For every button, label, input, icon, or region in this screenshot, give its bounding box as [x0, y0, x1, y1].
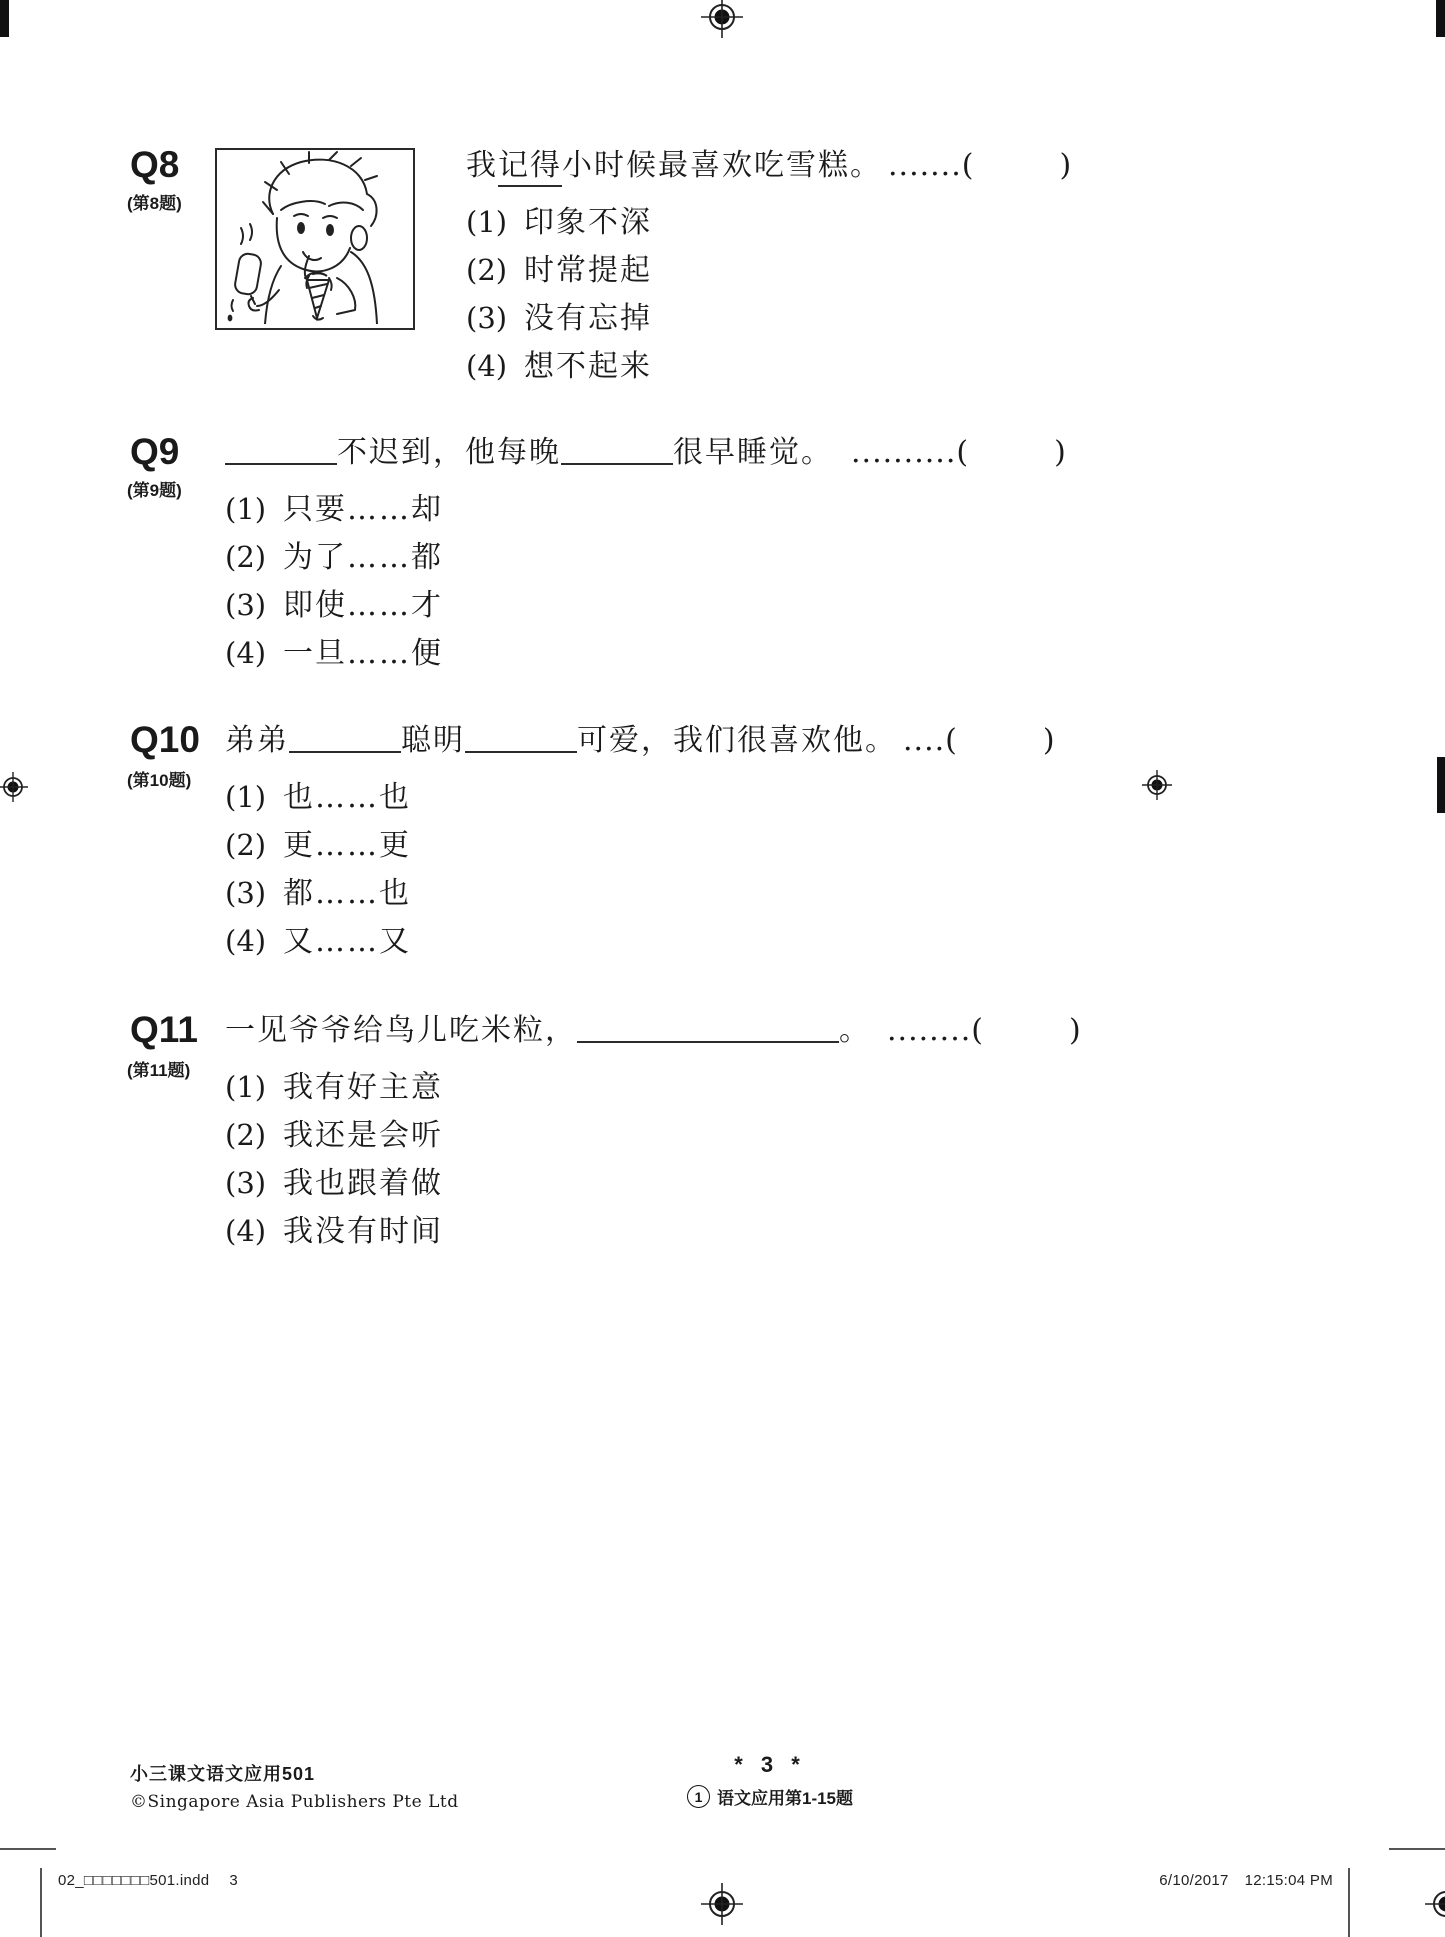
- option-text: 印象不深: [524, 205, 652, 240]
- strip-divider-right: [1348, 1868, 1350, 1937]
- option-text: 都……也: [283, 876, 411, 911]
- fill-in-blank: [561, 459, 673, 465]
- print-datetime-line: [1159, 1872, 1333, 1889]
- question-number: Q8: [130, 144, 180, 185]
- stem-text: 可爱，我们很喜欢他。: [577, 723, 897, 758]
- page-star-right: *: [791, 1752, 806, 1777]
- option-text: 想不起来: [524, 349, 652, 384]
- option-row: [225, 916, 1055, 964]
- stem-text: 小时候最喜欢吃雪糕。: [562, 148, 882, 183]
- answer-paren-close: ): [1069, 1013, 1081, 1048]
- fill-in-blank: [289, 747, 401, 753]
- q10-stem: [225, 720, 1055, 762]
- q10-body: [225, 720, 1055, 964]
- print-filename: 02_□□□□□□□501.indd: [58, 1872, 210, 1889]
- option-row: [225, 820, 1055, 868]
- question-number: Q10: [130, 719, 200, 760]
- question-sub-label: (第11题): [127, 1061, 191, 1080]
- option-number: (1): [225, 1070, 267, 1104]
- option-number: (1): [466, 205, 508, 239]
- option-row: [225, 628, 1066, 676]
- option-text: 只要……却: [283, 492, 443, 527]
- print-sheet-number: 3: [229, 1872, 239, 1889]
- registration-mark-right-icon: [1141, 769, 1173, 801]
- option-number: (1): [225, 492, 267, 526]
- page-number: [540, 1752, 1000, 1778]
- option-number: (1): [225, 780, 267, 814]
- section-number-circle-icon: 1: [687, 1785, 710, 1808]
- option-number: (4): [225, 924, 267, 958]
- boy-eating-ice-cream-drawing-icon: [217, 150, 409, 324]
- answer-paren-open: (: [971, 1013, 984, 1048]
- q8-stem: [466, 145, 1071, 187]
- option-text: 即使……才: [283, 588, 443, 623]
- option-row: [225, 1206, 1081, 1254]
- footer-center: [540, 1752, 1000, 1809]
- answer-paren-open: (: [945, 723, 957, 758]
- option-text: 时常提起: [524, 253, 652, 288]
- option-text: 我没有时间: [283, 1214, 443, 1249]
- option-number: (3): [225, 1166, 267, 1200]
- trim-tick-right: [1389, 1848, 1445, 1850]
- q9-options: [225, 484, 1066, 676]
- print-time: 12:15:04 PM: [1244, 1872, 1333, 1889]
- page-star-left: *: [734, 1752, 749, 1777]
- q11-options: [225, 1062, 1081, 1254]
- question-number: Q11: [130, 1009, 198, 1050]
- option-row: [225, 772, 1055, 820]
- print-date: 6/10/2017: [1159, 1872, 1229, 1889]
- option-row: [466, 197, 1071, 245]
- answer-paren-close: ): [1042, 723, 1055, 758]
- q10-options: [225, 772, 1055, 964]
- option-number: (2): [225, 828, 267, 862]
- question-sub-label: (第9题): [127, 481, 182, 500]
- option-text: 我也跟着做: [283, 1166, 443, 1201]
- q8-illustration: [215, 148, 415, 330]
- option-text: 又……又: [283, 924, 411, 959]
- print-filename-line: [58, 1872, 238, 1889]
- answer-paren-close: ): [1054, 435, 1066, 470]
- option-row: [225, 868, 1055, 916]
- option-text: 一旦……便: [283, 636, 443, 671]
- option-row: [225, 484, 1066, 532]
- leader-dots: ....: [903, 723, 946, 758]
- option-row: [225, 532, 1066, 580]
- option-row: [225, 1062, 1081, 1110]
- option-number: (4): [225, 636, 267, 670]
- stem-text: 。: [839, 1013, 871, 1048]
- leader-dots: ........: [887, 1013, 972, 1048]
- question-number: Q9: [130, 431, 180, 472]
- answer-paren-close: ): [1059, 148, 1072, 183]
- registration-mark-bottom-right-icon: [1424, 1882, 1445, 1926]
- registration-mark-top-center-icon: [700, 0, 744, 39]
- option-text: 我还是会听: [283, 1118, 443, 1153]
- stem-text: 弟弟: [225, 723, 289, 758]
- option-row: [466, 293, 1071, 341]
- option-number: (2): [225, 1118, 267, 1152]
- option-text: 也……也: [283, 780, 411, 815]
- option-text: 更……更: [283, 828, 411, 863]
- question-sub-label: (第10题): [127, 771, 192, 790]
- answer-paren-open: (: [961, 148, 974, 183]
- option-number: (3): [466, 301, 508, 335]
- underlined-word: 记得: [498, 148, 562, 187]
- option-number: (3): [225, 588, 267, 622]
- q11-body: [225, 1010, 1081, 1254]
- registration-mark-left-edge-icon: [0, 771, 29, 803]
- crop-mark-top-right: [1436, 0, 1445, 37]
- option-number: (2): [466, 253, 508, 287]
- option-text: 为了……都: [283, 540, 443, 575]
- leader-dots: .......: [888, 148, 962, 183]
- fill-in-blank: [577, 1037, 839, 1043]
- book-title: 小三课文语文应用501: [130, 1764, 316, 1784]
- crop-mark-top-left: [0, 0, 9, 37]
- section-indicator: [540, 1784, 1000, 1809]
- q8-body: [466, 145, 1071, 389]
- strip-divider-left: [40, 1868, 42, 1937]
- option-number: (4): [225, 1214, 267, 1248]
- option-row: [225, 1158, 1081, 1206]
- option-row: [466, 245, 1071, 293]
- q9-body: [225, 432, 1066, 676]
- answer-paren-open: (: [956, 435, 969, 470]
- registration-mark-bottom-center-icon: [700, 1882, 744, 1926]
- crop-mark-right-edge: [1437, 757, 1445, 813]
- page-number-value: 3: [760, 1752, 780, 1777]
- question-sub-label: (第8题): [127, 194, 182, 213]
- leader-dots: ..........: [851, 435, 957, 470]
- stem-text: 聪明: [401, 723, 465, 758]
- option-row: [466, 341, 1071, 389]
- q8-options: [466, 197, 1071, 389]
- stem-text: 不迟到，他每晚: [337, 435, 561, 470]
- fill-in-blank: [465, 747, 577, 753]
- stem-text: 一见爷爷给鸟儿吃米粒，: [225, 1013, 577, 1048]
- option-number: (2): [225, 540, 267, 574]
- stem-text: 我: [466, 148, 498, 183]
- trim-tick-left: [0, 1848, 56, 1850]
- option-row: [225, 580, 1066, 628]
- option-number: (3): [225, 876, 267, 910]
- option-text: 没有忘掉: [524, 301, 652, 336]
- option-text: 我有好主意: [283, 1070, 443, 1105]
- option-number: (4): [466, 349, 508, 383]
- stem-text: 很早睡觉。: [673, 435, 833, 470]
- footer-left: [130, 1760, 459, 1812]
- copyright-line: ©Singapore Asia Publishers Pte Ltd: [130, 1792, 459, 1812]
- option-row: [225, 1110, 1081, 1158]
- section-label: 语文应用第1-15题: [716, 1789, 854, 1808]
- fill-in-blank: [225, 459, 337, 465]
- q9-stem: [225, 432, 1066, 474]
- q11-stem: [225, 1010, 1081, 1052]
